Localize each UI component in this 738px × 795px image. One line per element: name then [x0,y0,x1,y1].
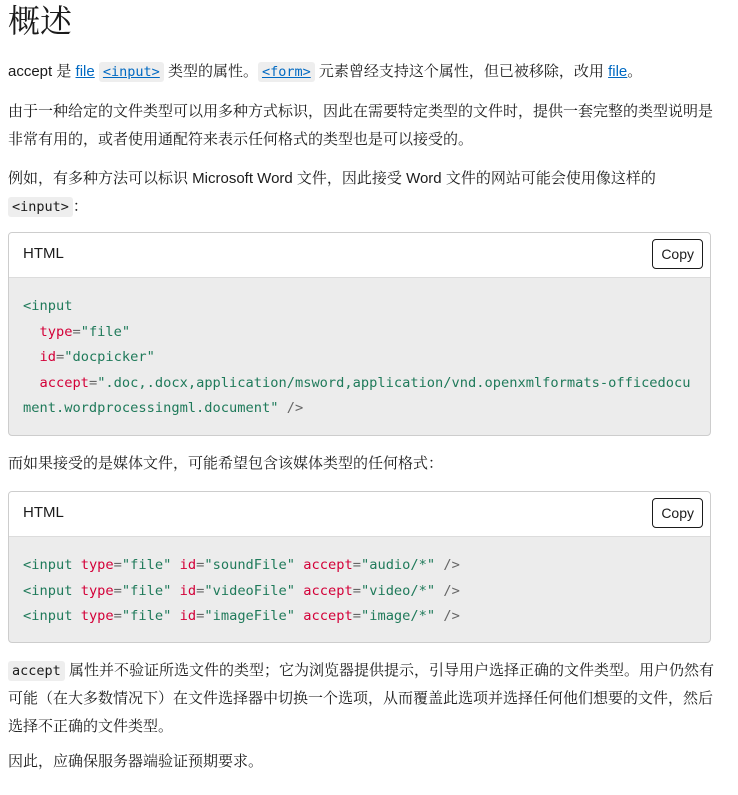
code-token: id [39,349,56,365]
paragraph-server-validation: 因此，应确保服务器端验证预期要求。 [8,753,264,770]
code-token: = [196,608,205,624]
paragraph-media-files: 而如果接受的是媒体文件，可能希望包含该媒体类型的任何格式： [8,455,444,472]
code-token: = [113,557,122,573]
code-token: "soundFile" [204,557,296,573]
code-token: type [80,557,114,573]
code-token: = [352,557,361,573]
code-token: <input [23,298,73,314]
form-element-link[interactable] [258,63,315,80]
file-link[interactable]: file [75,63,95,80]
text-segment: 属性并不验证所选文件的类型；它为浏览器提供提示，引导用户选择正确的文件类型。用户仍然有可能（在大多数情况下）在文件选择器中切换一个选项，从而覆盖此选项并选择任何他们想要的文件，然后选择不正确的文件类型。 [8,662,714,735]
code-token: id [179,557,197,573]
code-token: "file" [121,582,172,599]
paragraph-type-specs: 由于一种给定的文件类型可以用多种方式标识，因此在需要特定类型的文件时，提供一套完整的类型说明是非常有用的，或者使用通配符来表示任何格式的类型也是可以接受的。 [8,103,714,148]
code-example-media [8,491,711,643]
code-token: accept [39,374,89,391]
code-token: = [113,582,122,599]
code-token: /> [435,608,460,624]
copy-button[interactable]: Copy [652,498,703,528]
code-token: <input [23,582,73,599]
accept-code: accept [8,661,65,681]
input-code: <input> [8,197,73,217]
input-element-link[interactable] [99,63,164,80]
code-language-label: HTML [23,245,64,262]
code-token: = [196,557,205,573]
code-token: accept [303,608,353,624]
code-token: ".doc,.docx,application/msword,application/vnd.openxmlformats-officedocument.wordprocessingml.document" [23,374,691,416]
input-code: <input> [99,62,164,82]
code-token: "imageFile" [204,608,296,624]
code-token: id [179,608,197,624]
code-token: = [352,582,361,599]
paragraph-word-example [8,165,714,221]
code-token: accept [303,557,353,573]
form-code: <form> [258,62,315,82]
code-token: <input [23,608,73,624]
code-token: <input [23,557,73,573]
code-token: = [88,374,98,391]
code-token: /> [435,557,460,573]
code-token: = [55,349,65,365]
code-token: type [39,323,73,340]
code-token: /> [278,400,304,416]
code-token: = [113,608,122,624]
code-block[interactable] [9,537,710,643]
code-token: "file" [121,557,172,573]
code-token: "file" [80,323,131,340]
text-segment: accept 是 [8,63,76,80]
code-token: "videoFile" [204,582,296,599]
code-token: "docpicker" [64,349,155,365]
paragraph-accept-note [8,657,714,741]
code-token: type [80,582,114,599]
code-token: "image/*" [360,608,436,624]
code-token: = [72,323,81,340]
code-token: accept [303,582,353,599]
code-token: type [80,608,114,624]
code-token: /> [435,582,460,599]
text-segment: 类型的属性。 [163,63,258,80]
text-segment: 。 [627,63,643,80]
text-segment: 元素曾经支持这个属性，但已被移除，改用 [314,63,609,80]
file-link-2[interactable]: file [608,63,628,80]
text-segment: 例如，有多种方法可以标识 Microsoft Word 文件，因此接受 Word 文件的网站可能会使用像这样的 [8,170,656,187]
code-token: "file" [121,608,172,624]
code-token: "video/*" [360,582,436,599]
paragraph-accept-intro [8,58,714,86]
code-header [9,233,710,278]
code-token: "audio/*" [360,557,436,573]
text-segment: ： [72,198,88,215]
code-example-docpicker [8,232,711,436]
code-token: = [352,608,361,624]
page-title: 概述 [8,3,73,39]
code-token: = [196,582,205,599]
code-language-label: HTML [23,504,64,521]
copy-button[interactable]: Copy [652,239,703,269]
code-token: id [179,582,197,599]
code-block[interactable] [9,278,710,436]
code-header [9,492,710,537]
